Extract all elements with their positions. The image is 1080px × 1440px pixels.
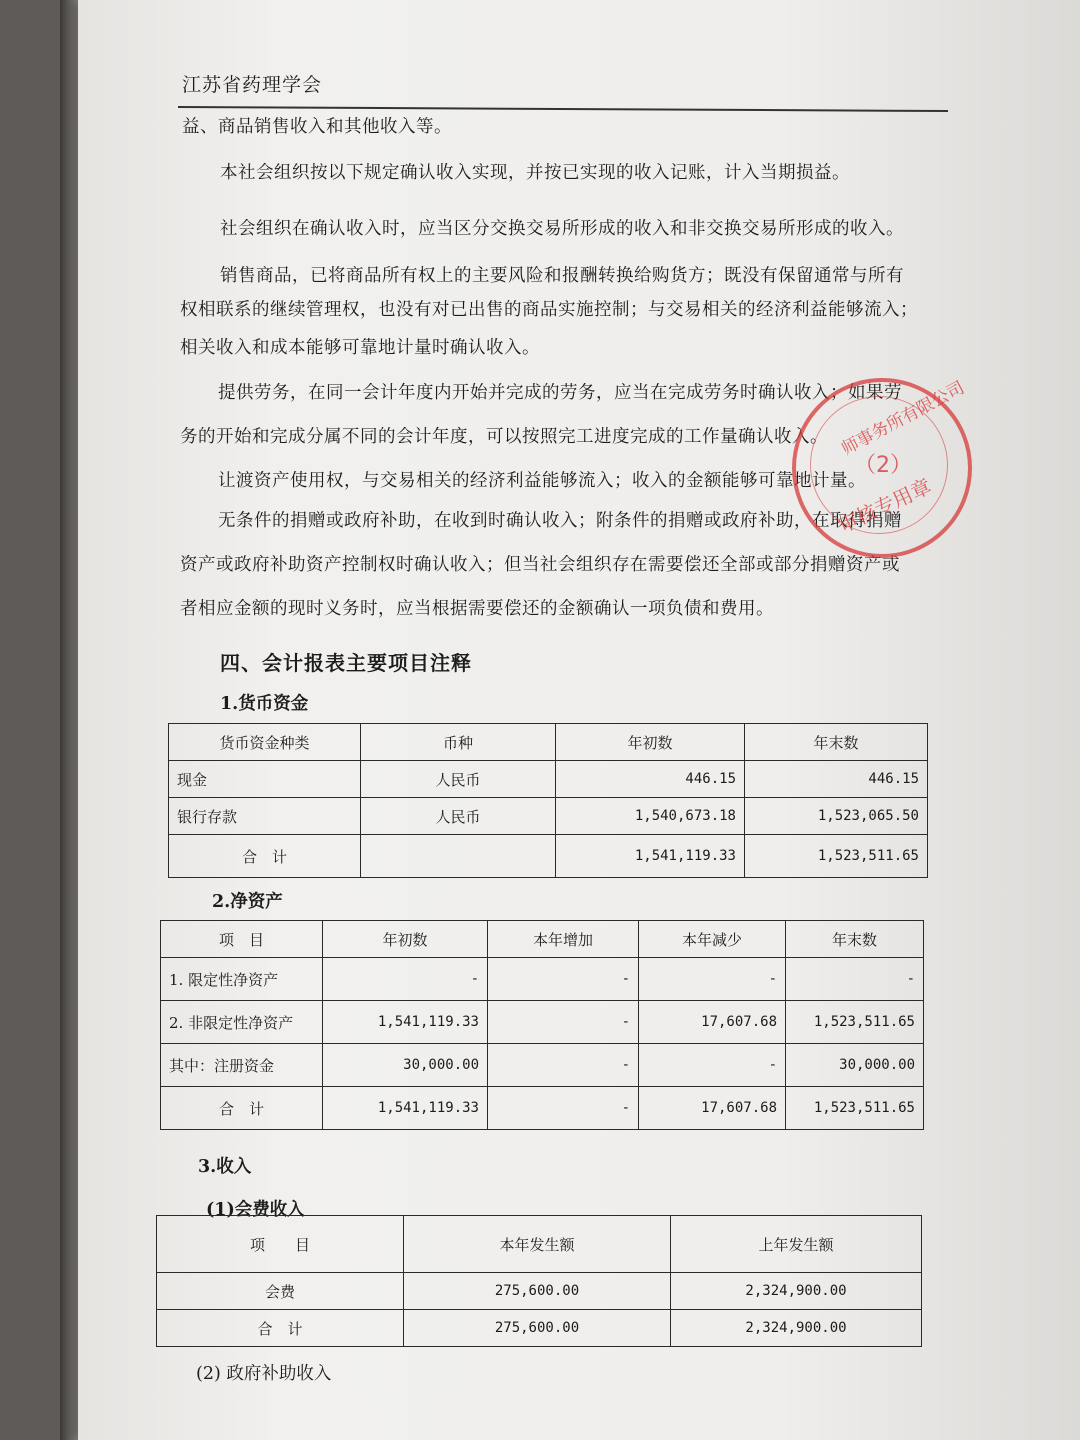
table-cell: 1,541,119.33 <box>556 835 745 878</box>
table-cell: 1,523,511.65 <box>786 1001 924 1044</box>
paragraph-line: 者相应金额的现时义务时，应当根据需要偿还的金额确认一项负债和费用。 <box>180 599 774 619</box>
table-row <box>157 1273 922 1310</box>
table-header: 币种 <box>361 724 556 761</box>
table-cell: 275,600.00 <box>404 1310 671 1347</box>
table-cell: - <box>488 1001 639 1044</box>
table-cell: 446.15 <box>745 761 928 798</box>
paragraph-line: 相关收入和成本能够可靠地计量时确认收入。 <box>180 338 540 358</box>
table-row <box>169 835 928 878</box>
table-cell: 现金 <box>169 761 361 798</box>
paragraph-line: 让渡资产使用权，与交易相关的经济利益能够流入；收入的金额能够可靠地计量。 <box>218 471 866 491</box>
table-row <box>169 761 928 798</box>
cash-table <box>168 723 928 878</box>
table-cell: - <box>488 958 639 1001</box>
seal-top-text: 师事务所有限公司 <box>838 377 968 460</box>
gov-subsidy-title: (2) 政府补助收入 <box>196 1364 332 1384</box>
table-row <box>161 1044 924 1087</box>
table-header: 本年发生额 <box>404 1216 671 1273</box>
table-header: 项 目 <box>157 1216 404 1273</box>
section-title: 四、会计报表主要项目注释 <box>220 651 472 675</box>
paragraph-line: 权相联系的继续管理权，也没有对已出售的商品实施控制；与交易相关的经济利益能够流入； <box>180 300 918 320</box>
table-row <box>161 958 924 1001</box>
table-cell: 446.15 <box>556 761 745 798</box>
table-header: 年末数 <box>786 921 924 958</box>
table-cell: 人民币 <box>361 761 556 798</box>
paragraph-line: 务的开始和完成分属不同的会计年度，可以按照完工进度完成的工作量确认收入。 <box>180 427 828 447</box>
net-assets-table <box>160 920 924 1130</box>
table-cell: - <box>639 1044 786 1087</box>
table-header: 年初数 <box>556 724 745 761</box>
table-cell: 1,541,119.33 <box>323 1001 488 1044</box>
table-cell: 30,000.00 <box>323 1044 488 1087</box>
table-header: 年初数 <box>323 921 488 958</box>
table-cell: 1,540,673.18 <box>556 798 745 835</box>
paragraph-line: 社会组织在确认收入时，应当区分交换交易所形成的收入和非交换交易所形成的收入。 <box>220 219 904 239</box>
table-header: 年末数 <box>745 724 928 761</box>
table-cell: 其中：注册资金 <box>161 1044 323 1087</box>
table-header: 上年发生额 <box>671 1216 922 1273</box>
table-cell: 合 计 <box>169 835 361 878</box>
table-cell: 1,541,119.33 <box>323 1087 488 1130</box>
table-cell: 17,607.68 <box>639 1001 786 1044</box>
membership-income-table <box>156 1215 922 1347</box>
paragraph-line: 本社会组织按以下规定确认收入实现，并按已实现的收入记账，计入当期损益。 <box>220 163 850 183</box>
membership-income-title: (1)会费收入 <box>206 1200 305 1220</box>
table-cell: - <box>488 1044 639 1087</box>
paragraph-line: 销售商品，已将商品所有权上的主要风险和报酬转换给购货方；既没有保留通常与所有 <box>220 266 904 286</box>
table-cell: 1,523,511.65 <box>745 835 928 878</box>
table-header: 货币资金种类 <box>169 724 361 761</box>
table-header: 本年减少 <box>639 921 786 958</box>
income-title: 3.收入 <box>198 1157 252 1177</box>
table-header: 项 目 <box>161 921 323 958</box>
table-cell: 30,000.00 <box>786 1044 924 1087</box>
net-assets-title: 2.净资产 <box>212 892 283 912</box>
table-row <box>161 1001 924 1044</box>
table-cell: - <box>323 958 488 1001</box>
cash-title: 1.货币资金 <box>220 694 309 714</box>
paragraph-line: 提供劳务，在同一会计年度内开始并完成的劳务，应当在完成劳务时确认收入；如果劳 <box>218 383 902 403</box>
paragraph-line: 益、商品销售收入和其他收入等。 <box>182 117 452 137</box>
paragraph-line: 无条件的捐赠或政府补助，在收到时确认收入；附条件的捐赠或政府补助，在取得捐赠 <box>218 511 902 531</box>
table-cell: 合 计 <box>161 1087 323 1130</box>
table-cell: 2,324,900.00 <box>671 1273 922 1310</box>
audit-seal-stamp <box>792 378 972 558</box>
table-cell: - <box>488 1087 639 1130</box>
table-cell: 2,324,900.00 <box>671 1310 922 1347</box>
binder-spine <box>60 0 78 1440</box>
table-header-row <box>161 921 924 958</box>
table-row <box>161 1087 924 1130</box>
table-cell: - <box>786 958 924 1001</box>
table-cell <box>361 835 556 878</box>
table-cell: 1. 限定性净资产 <box>161 958 323 1001</box>
table-cell: 人民币 <box>361 798 556 835</box>
table-cell: 会费 <box>157 1273 404 1310</box>
table-cell: 275,600.00 <box>404 1273 671 1310</box>
table-header: 本年增加 <box>488 921 639 958</box>
paragraph-line: 资产或政府补助资产控制权时确认收入；但当社会组织存在需要偿还全部或部分捐赠资产或 <box>180 555 900 575</box>
table-cell: - <box>639 958 786 1001</box>
table-cell: 2. 非限定性净资产 <box>161 1001 323 1044</box>
page-header: 江苏省药理学会 <box>182 74 323 96</box>
seal-number: （2） <box>854 453 912 478</box>
seal-bottom-text: 审核专用章 <box>834 473 936 538</box>
table-header-row <box>169 724 928 761</box>
table-cell: 合 计 <box>157 1310 404 1347</box>
table-header-row <box>157 1216 922 1273</box>
table-cell: 17,607.68 <box>639 1087 786 1130</box>
table-cell: 1,523,065.50 <box>745 798 928 835</box>
table-cell: 银行存款 <box>169 798 361 835</box>
table-row <box>169 798 928 835</box>
table-row <box>157 1310 922 1347</box>
table-cell: 1,523,511.65 <box>786 1087 924 1130</box>
